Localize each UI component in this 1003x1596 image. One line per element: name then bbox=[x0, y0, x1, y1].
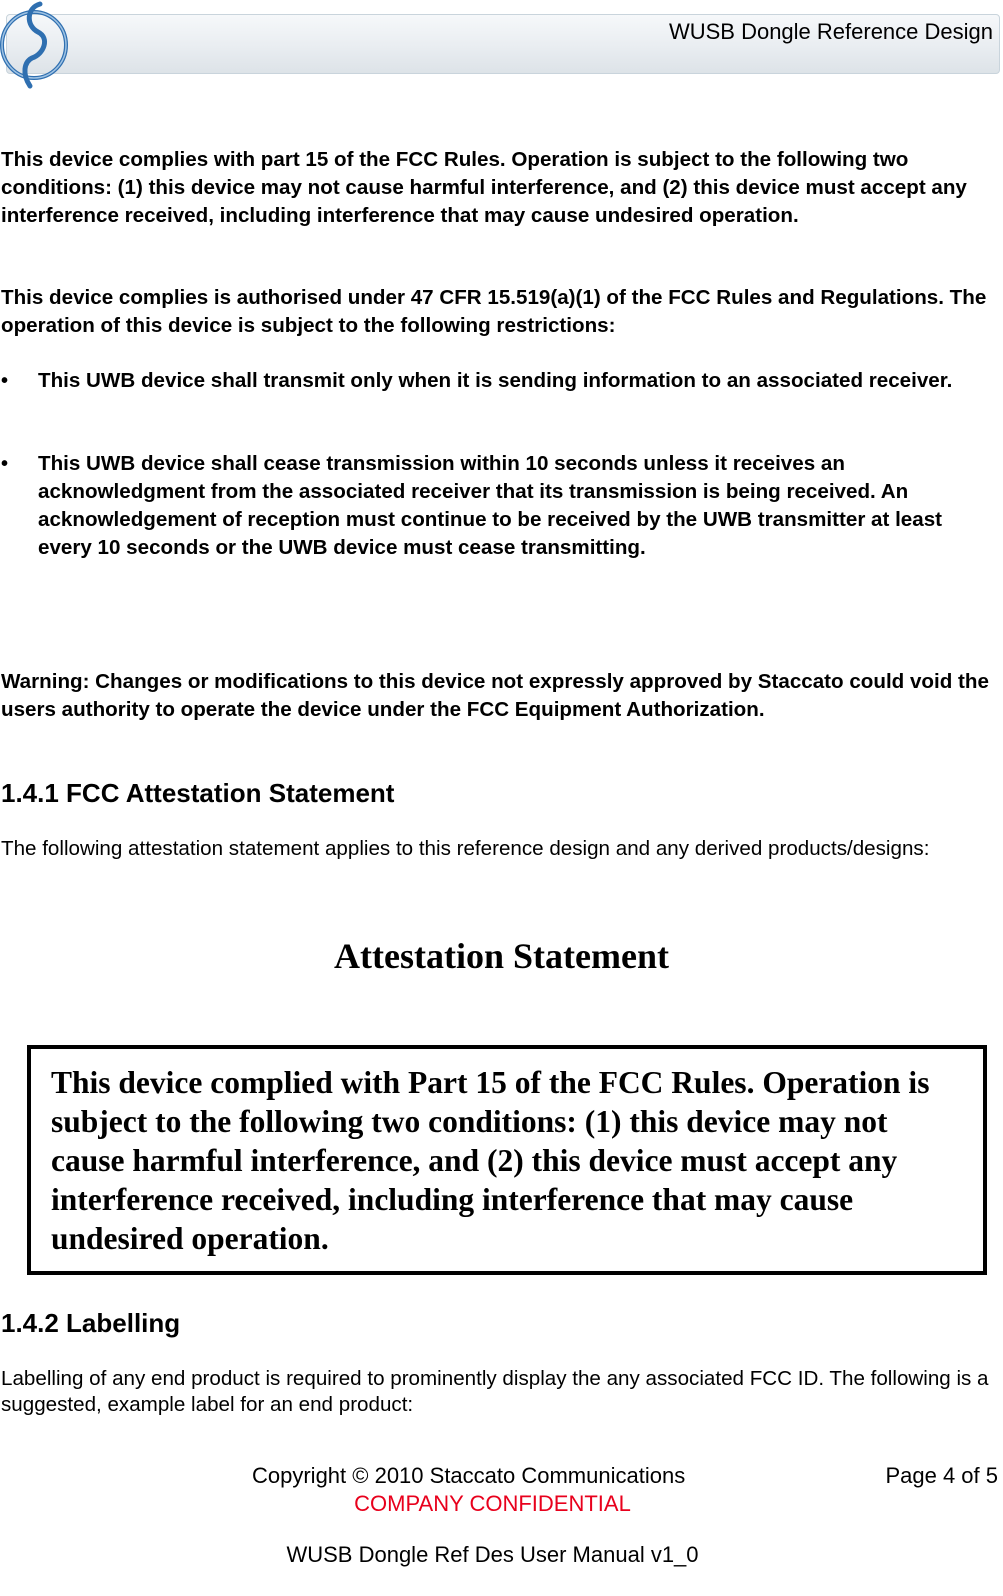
staccato-logo-icon bbox=[0, 0, 74, 92]
bullet-icon: • bbox=[1, 370, 9, 392]
warning-paragraph: Warning: Changes or modifications to this device not expressly approved by Staccato could void the users authority to operate the device under the FCC Equipment Authorization. bbox=[1, 670, 989, 721]
restriction-item: This UWB device shall transmit only when it is sending information to an associated receiver. bbox=[38, 369, 953, 392]
attestation-text: This device complied with Part 15 of the FCC Rules. Operation is subject to the following two conditions: (1) this device may not cause harmful interference, and (2) this device must accept any interference received, including interference that may cause undesired operation. bbox=[51, 1065, 930, 1256]
footer-confidential: COMPANY CONFIDENTIAL bbox=[354, 1491, 631, 1516]
footer-copyright: Copyright © 2010 Staccato Communications bbox=[252, 1463, 686, 1488]
authorisation-paragraph: This device complies is authorised under 47 CFR 15.519(a)(1) of the FCC Rules and Regulations. The operation of this device is subject to the following restrictions: bbox=[1, 286, 987, 337]
header-title: WUSB Dongle Reference Design bbox=[668, 19, 993, 44]
restriction-item: This UWB device shall cease transmission within 10 seconds unless it receives an acknowledgment from the associated receiver that its transmission is being received. An acknowledgement of reception must continue to be received by the UWB transmitter at least every 10 seconds or the UWB device must cease transmitting. bbox=[38, 452, 943, 559]
section-heading-attestation: 1.4.1 FCC Attestation Statement bbox=[1, 778, 395, 808]
bullet-icon: • bbox=[1, 453, 9, 475]
attestation-box bbox=[27, 1045, 987, 1275]
labelling-paragraph: Labelling of any end product is required to prominently display the any associated FCC ID. The following is a suggested, example label for an end product: bbox=[1, 1367, 989, 1416]
attestation-title: Attestation Statement bbox=[334, 936, 669, 976]
section-heading-labelling: 1.4.2 Labelling bbox=[1, 1308, 181, 1338]
fcc-compliance-paragraph: This device complies with part 15 of the FCC Rules. Operation is subject to the following two conditions: (1) this device may not cause harmful interference, and (2) this device must accept any interference received, including interference that may cause undesired operation. bbox=[1, 148, 967, 227]
footer-manual-title: WUSB Dongle Ref Des User Manual v1_0 bbox=[286, 1542, 699, 1567]
footer-page-number: Page 4 of 5 bbox=[885, 1463, 998, 1488]
attestation-intro: The following attestation statement applies to this reference design and any derived products/designs: bbox=[1, 837, 930, 860]
